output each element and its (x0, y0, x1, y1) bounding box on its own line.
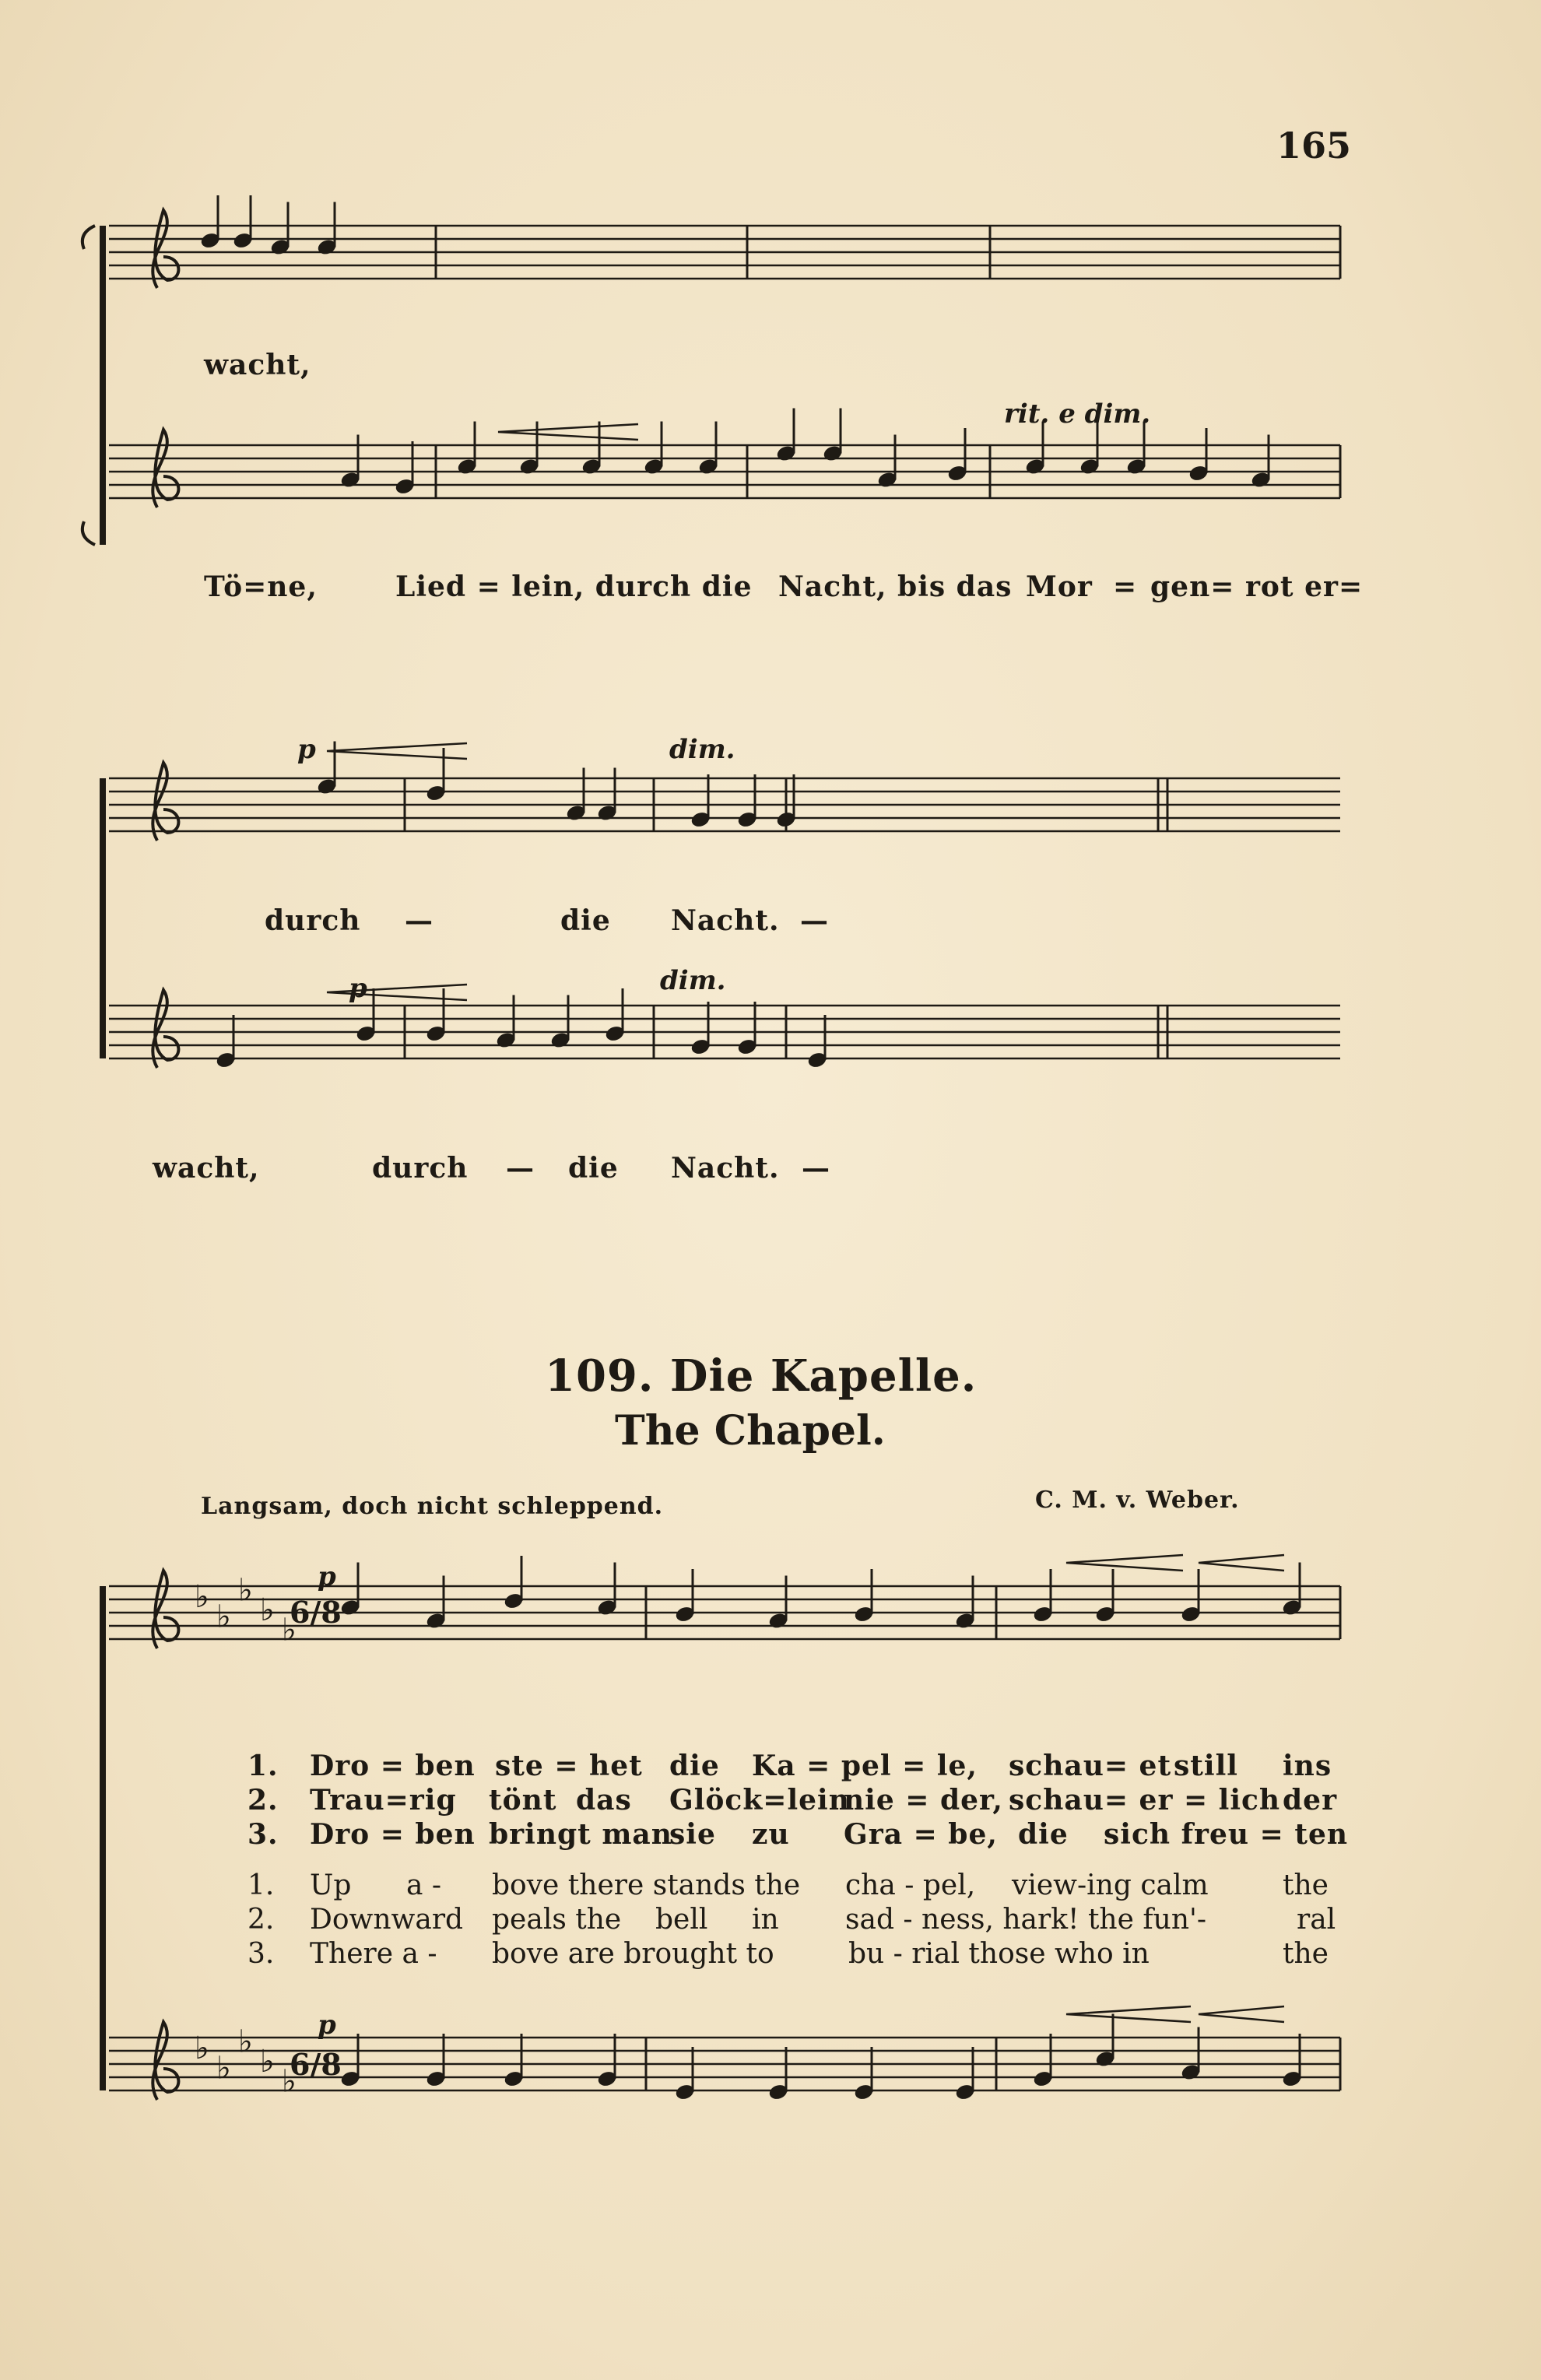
english-verse-1-w2: a - (406, 1869, 442, 1901)
german-verse-3-w3: sie (669, 1818, 716, 1851)
german-verse-2-w3: das (576, 1784, 632, 1817)
key-signature-flats (195, 1573, 297, 2100)
flat-sign: ♭ (282, 1612, 297, 1648)
crescendo-hairpin (1066, 2006, 1191, 2022)
english-verse-2-w1: Downward (310, 1904, 464, 1936)
song-subtitle: The Chapel. (615, 1407, 886, 1455)
system2-bottom-lyric-1: wacht, (153, 1152, 260, 1185)
system2-top-lyric-3: die (560, 904, 611, 937)
system2-dim-top: dim. (669, 734, 735, 765)
english-verse-3-w3: bu - rial those who in (848, 1938, 1150, 1970)
german-verse-1-w3: die (669, 1750, 720, 1782)
tempo-marking: Langsam, doch nicht schleppend. (201, 1493, 664, 1520)
flat-sign: ♭ (282, 2063, 297, 2100)
system2-top-lyric-1: durch (265, 904, 361, 937)
german-verse-3-w7: sich freu = ten (1104, 1818, 1349, 1851)
system2-dynamic-p-top: p (297, 734, 316, 765)
german-verse-2-num: 2. (247, 1784, 279, 1817)
bass-dynamic-p: p (318, 2010, 336, 2041)
flat-sign: ♭ (238, 1572, 253, 1609)
english-verse-1-num: 1. (247, 1869, 275, 1901)
english-verse-2-w3: bell (655, 1904, 708, 1936)
system2-dynamic-p-bottom: p (349, 973, 367, 1004)
system1-lyric-3: Nacht, bis das (778, 570, 1013, 603)
german-verse-2-w4: Glöck=lein (669, 1784, 850, 1817)
english-verse-2-w2: peals the (492, 1904, 622, 1936)
time-signature-text: 6/8 (290, 1595, 342, 1630)
treble-clef (153, 2022, 178, 2100)
english-verse-2-w6: ral (1297, 1904, 1336, 1936)
system2-bottom-lyric-6: — (802, 1152, 830, 1185)
treble-clef (153, 1571, 178, 1648)
english-verse-1-w1: Up (310, 1869, 352, 1901)
crescendo-hairpin (1199, 1555, 1284, 1571)
system2-bottom-lyric-4: die (568, 1152, 619, 1185)
english-verse-1-w5: view-ing calm (1012, 1869, 1209, 1901)
german-verse-3-num: 3. (247, 1818, 279, 1851)
treble-clef (153, 430, 178, 507)
english-verse-1-w6: the (1283, 1869, 1329, 1901)
flat-sign: ♭ (195, 1579, 209, 1615)
crescendo-hairpin (1066, 1555, 1183, 1571)
crescendo-hairpin (498, 424, 638, 440)
system2-bottom-lyric-2: durch (372, 1152, 469, 1185)
german-verse-3-w2: bringt man (489, 1818, 672, 1851)
german-verse-2-w6: schau= er = lich (1009, 1784, 1281, 1817)
flat-sign: ♭ (216, 2050, 231, 2087)
english-verse-2-num: 2. (247, 1904, 275, 1936)
german-verse-3-w5: Gra = be, (844, 1818, 998, 1851)
flat-sign: ♭ (216, 1599, 231, 1635)
german-verse-1-w7: ins (1283, 1750, 1332, 1782)
german-verse-3-w6: die (1018, 1818, 1069, 1851)
system2-dim-bottom: dim. (660, 965, 726, 996)
treble-clef (153, 210, 178, 288)
system1-lyric-5: = (1113, 570, 1138, 603)
flat-sign: ♭ (195, 2031, 209, 2066)
time-signature (290, 1595, 342, 1630)
german-verse-1-w4: Ka = pel = le, (752, 1750, 978, 1782)
german-verse-2-w1: Trau=rig (310, 1784, 457, 1817)
song-dynamic-p: p (318, 1561, 336, 1592)
english-verse-3-w1: There a - (310, 1938, 437, 1970)
composer: C. M. v. Weber. (1035, 1487, 1240, 1514)
treble-clef (153, 763, 178, 841)
system1-lyric-6: gen= rot er= (1150, 570, 1364, 603)
german-verse-3-w4: zu (752, 1818, 790, 1851)
system2-top-lyric-4: Nacht. (671, 904, 780, 937)
crescendo-hairpin (327, 743, 467, 759)
flat-sign: ♭ (260, 1592, 275, 1628)
system2-bottom-lyric-5: Nacht. (671, 1152, 780, 1185)
hairpins (327, 424, 1284, 2022)
system2-bottom-lyric-3: — (506, 1152, 535, 1185)
german-verse-1-w1: Dro = ben (310, 1750, 476, 1782)
english-verse-3-w4: the (1283, 1938, 1329, 1970)
german-verse-1-w5: schau= et (1009, 1750, 1172, 1782)
german-verse-2-w7: der (1283, 1784, 1338, 1817)
system2-top-lyric-5: — (800, 904, 829, 937)
system1-lyric-4: Mor (1026, 570, 1093, 603)
german-verse-1-w6: still (1174, 1750, 1238, 1782)
system1-top-lyric: wacht, (204, 349, 311, 381)
treble-clef (153, 990, 178, 1068)
system1-lyric-2: Lied = lein, durch die (395, 570, 753, 603)
page-number: 165 (1276, 125, 1352, 167)
german-verse-2-w5: nie = der, (844, 1784, 1003, 1817)
crescendo-hairpin (1199, 2006, 1284, 2022)
flat-sign: ♭ (260, 2044, 275, 2080)
system1-tempo-mark: rit. e dim. (1004, 398, 1151, 430)
flat-sign: ♭ (238, 2024, 253, 2060)
song-title: 109. Die Kapelle. (545, 1350, 978, 1402)
english-verse-1-w3: bove there stands the (492, 1869, 801, 1901)
system2-top-lyric-2: — (405, 904, 434, 937)
english-verse-3-w2: bove are brought to (492, 1938, 774, 1970)
german-verse-2-w2: tönt (489, 1784, 557, 1817)
english-verse-1-w4: cha - pel, (845, 1869, 976, 1901)
time-signature-bass: 6/8 (290, 2047, 342, 2082)
english-verse-2-w4: in (752, 1904, 779, 1936)
german-verse-1-num: 1. (247, 1750, 279, 1782)
german-verse-3-w1: Dro = ben (310, 1818, 476, 1851)
english-verse-2-w5: sad - ness, hark! the fun'- (845, 1904, 1207, 1936)
crescendo-hairpin (327, 985, 467, 1000)
english-verse-3-num: 3. (247, 1938, 275, 1970)
german-verse-1-w2: ste = het (495, 1750, 643, 1782)
system1-lyric-1: Tö=ne, (204, 570, 318, 603)
